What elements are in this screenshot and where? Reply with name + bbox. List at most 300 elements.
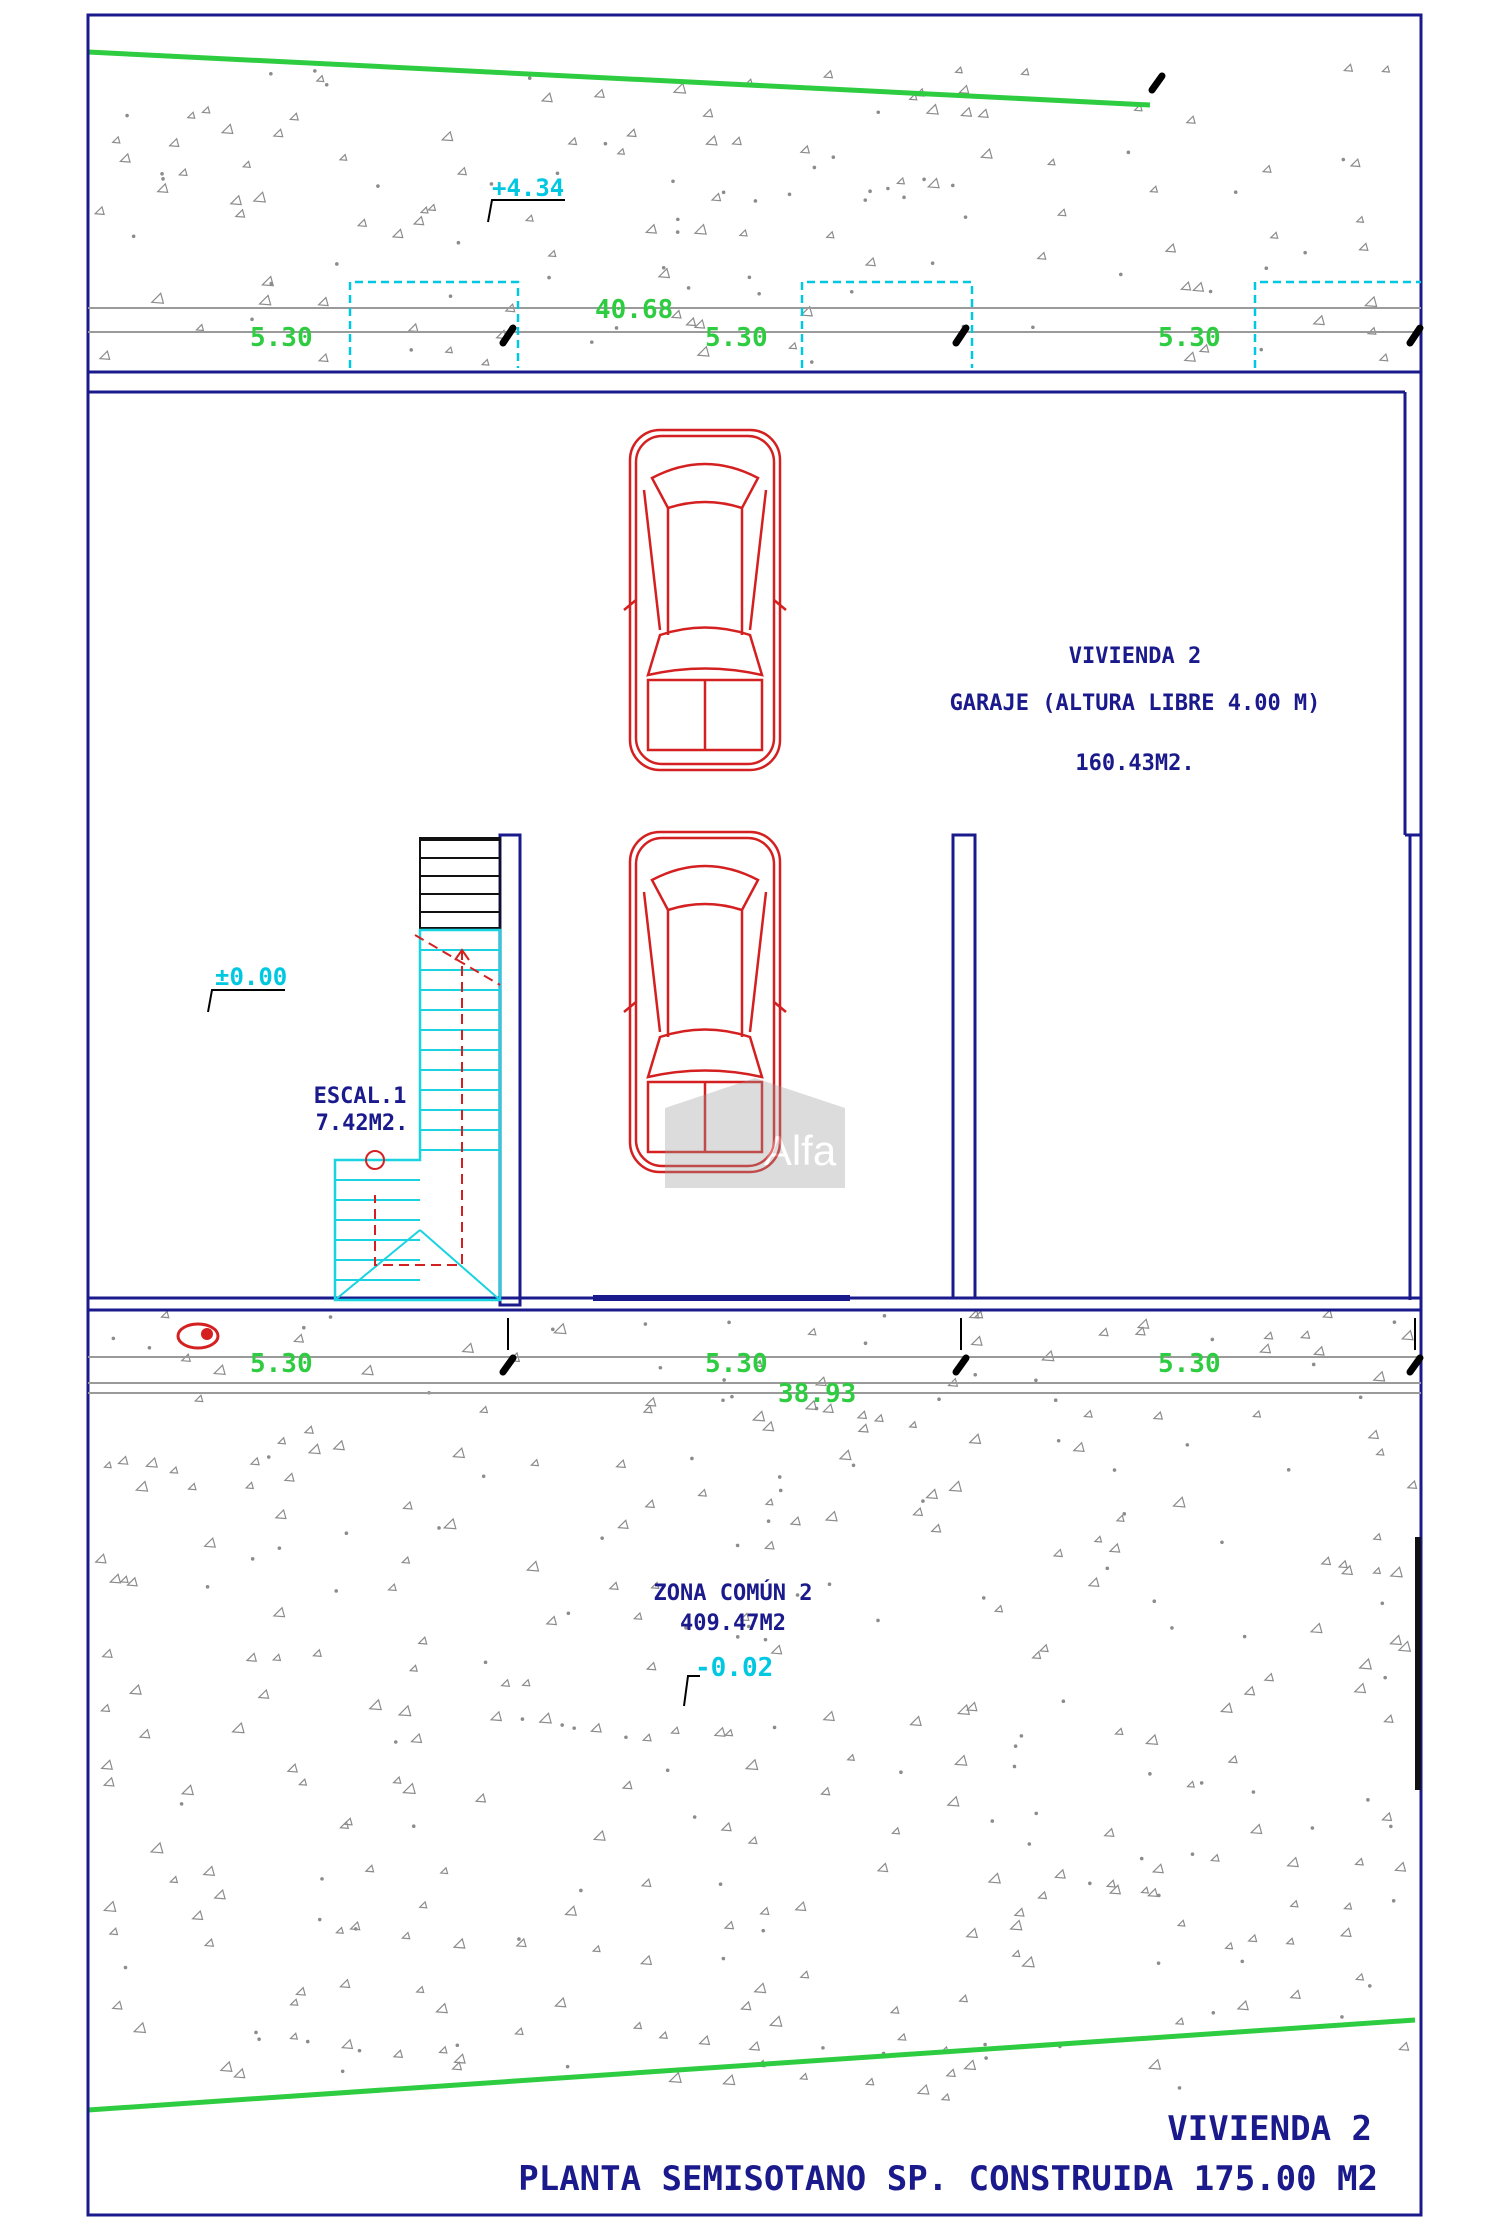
hatch-mark <box>1265 1332 1273 1339</box>
hatch-mark <box>750 2042 760 2050</box>
hatch-dot <box>902 195 906 199</box>
hatch-mark <box>204 1866 214 1875</box>
hatch-mark <box>236 210 245 217</box>
hatch-mark <box>1238 2001 1248 2010</box>
hatch-mark <box>247 1653 256 1661</box>
hatch-mark <box>305 1426 313 1433</box>
hatch-mark <box>480 1407 487 1413</box>
title-block-line-1: VIVIENDA 2 <box>1167 2109 1372 2149</box>
hatch-dot <box>644 1322 648 1326</box>
hatch-dot <box>329 1315 333 1319</box>
hatch-dot <box>306 2040 310 2044</box>
hatch-mark <box>417 1987 424 1993</box>
hatch-mark <box>1148 1889 1157 1897</box>
hatch-mark <box>549 251 556 257</box>
hatch-dot <box>394 1740 398 1744</box>
hatch-mark <box>646 1500 655 1507</box>
hatch-mark <box>989 1873 1000 1883</box>
hatch-mark <box>1251 1825 1262 1834</box>
hatch-mark <box>1360 1659 1372 1669</box>
hatch-mark <box>547 1617 556 1625</box>
hatch-dot <box>1148 1772 1152 1776</box>
hatch-dot <box>1264 266 1268 270</box>
hatch-dot <box>982 1596 986 1600</box>
hatch-mark <box>246 1482 253 1488</box>
hatch-dot <box>1106 1567 1110 1571</box>
hatch-dot <box>921 1499 925 1503</box>
hatch-mark <box>259 1690 269 1698</box>
hatch-mark <box>972 1337 982 1346</box>
hatch-dot <box>1200 1781 1204 1785</box>
hatch-mark <box>1154 1412 1162 1419</box>
hatch-mark <box>251 1458 259 1465</box>
hatch-mark <box>146 1458 157 1467</box>
garage-area-label: 160.43M2. <box>1075 751 1195 776</box>
hatch-dot <box>449 294 453 298</box>
hatch-mark <box>801 146 809 153</box>
hatch-mark <box>732 137 741 144</box>
common-zone-name: ZONA COMÚN 2 <box>653 1581 813 1606</box>
hatch-mark <box>441 1868 448 1874</box>
hatch-dot <box>1303 251 1307 255</box>
hatch-dot <box>1234 190 1238 194</box>
hatch-dot <box>813 166 817 170</box>
hatch-mark <box>104 1462 111 1468</box>
hatch-mark <box>715 1728 725 1736</box>
hatch-dot <box>690 1457 694 1461</box>
alfa-watermark-logo <box>665 1078 845 1188</box>
hatch-dot <box>528 76 532 80</box>
hatch-mark <box>193 1911 203 1919</box>
hatch-dot <box>788 193 792 197</box>
hatch-mark <box>120 154 130 162</box>
stair-upper-flight <box>420 838 500 928</box>
hatch-mark <box>1040 1645 1048 1652</box>
hatch-dot <box>868 189 872 193</box>
hatch-mark <box>1249 1935 1257 1942</box>
hatch-mark <box>341 1822 349 1829</box>
hatch-mark <box>1185 352 1195 361</box>
hatch-dot <box>1028 1842 1032 1846</box>
stair-drawing <box>335 838 500 1300</box>
hatch-mark <box>130 1685 141 1694</box>
hatch-mark <box>1344 64 1352 71</box>
hatch-mark <box>1033 1652 1041 1659</box>
hatch-mark <box>672 311 681 318</box>
hatch-mark <box>1110 1544 1120 1552</box>
hatch-dot <box>437 1526 441 1530</box>
hatch-mark <box>221 2062 232 2071</box>
hatch-dot <box>457 241 461 245</box>
hatch-mark <box>1314 316 1324 325</box>
hatch-mark <box>1048 159 1055 165</box>
hatch-mark <box>273 1654 280 1660</box>
common-zone-level-marker <box>684 1653 773 1706</box>
hatch-dot <box>730 1395 734 1399</box>
hatch-dot <box>1252 1790 1256 1794</box>
hatch-dot <box>567 1611 571 1615</box>
hatch-mark <box>618 149 625 155</box>
hatch-dot <box>1020 1734 1024 1738</box>
hatch-mark <box>763 1422 773 1431</box>
hatch-mark <box>542 93 552 102</box>
hatch-dot <box>773 1726 777 1730</box>
hatch-mark <box>644 1406 652 1413</box>
hatch-dot <box>1393 1320 1397 1324</box>
hatch-mark <box>981 149 992 158</box>
hatch-mark <box>243 161 250 167</box>
bottom-bay-width-2: 5.30 <box>705 1349 768 1379</box>
hatch-mark <box>527 1561 538 1571</box>
hatch-dot <box>1383 1676 1387 1680</box>
hatch-mark <box>1263 166 1271 173</box>
hatch-mark <box>410 1665 417 1671</box>
hatch-mark <box>113 137 120 143</box>
hatch-mark <box>1074 1443 1084 1452</box>
hatch-mark <box>911 1717 922 1726</box>
hatch-dot <box>1122 1512 1126 1516</box>
hatch-mark <box>179 169 187 176</box>
hatch-mark <box>1105 1829 1114 1837</box>
hatch-dot <box>590 340 594 344</box>
hatch-mark <box>670 2073 682 2083</box>
hatch-mark <box>1188 1781 1195 1787</box>
hatch-dot <box>572 1726 576 1730</box>
hatch-mark <box>827 232 834 238</box>
hatch-dot <box>1209 290 1213 294</box>
hatch-dot <box>560 1723 564 1727</box>
hatch-mark <box>1341 1928 1351 1936</box>
hatch-dot <box>1191 1852 1195 1856</box>
hatch-mark <box>476 1794 485 1802</box>
hatch-mark <box>866 2079 873 2085</box>
hatch-mark <box>189 1483 196 1489</box>
hatch-mark <box>699 1490 707 1496</box>
hatch-dot <box>1127 151 1131 155</box>
hatch-mark <box>1291 1990 1300 1998</box>
hatch-mark <box>313 1650 321 1656</box>
hatch-dot <box>1220 1540 1224 1544</box>
hatch-mark <box>848 1755 855 1761</box>
hatch-mark <box>796 1902 806 1910</box>
hatch-mark <box>809 1329 816 1335</box>
hatch-dot <box>320 1877 324 1881</box>
hatch-dot <box>721 1398 725 1402</box>
hatch-mark <box>1039 1892 1047 1899</box>
hatch-dot <box>810 360 814 364</box>
hatch-dot <box>964 215 968 219</box>
hatch-mark <box>1314 1347 1324 1355</box>
hatch-dot <box>876 1619 880 1623</box>
hatch-mark <box>1355 1684 1366 1693</box>
car-windshield <box>652 866 758 910</box>
hatch-mark <box>1380 354 1388 361</box>
hatch-mark <box>695 225 706 234</box>
hatch-dot <box>1186 1443 1190 1447</box>
hatch-mark <box>1117 1515 1124 1521</box>
hatch-mark <box>623 1781 632 1788</box>
hatch-mark <box>531 1460 538 1466</box>
hatch-mark <box>278 1438 285 1444</box>
hatch-mark <box>104 1778 114 1786</box>
hatch-mark <box>1287 1938 1294 1944</box>
hatch-mark <box>317 76 324 82</box>
hatch-dot <box>1119 273 1123 277</box>
hatch-dot <box>666 1768 670 1772</box>
hatch-mark <box>370 1700 381 1710</box>
hatch-dot <box>1140 1857 1144 1861</box>
hatch-dot <box>302 1326 306 1330</box>
hatch-mark <box>1142 1887 1149 1893</box>
hatch-mark <box>749 1837 757 1844</box>
hatch-mark <box>421 207 428 213</box>
hatch-dot <box>250 318 254 322</box>
hatch-dot <box>604 142 608 146</box>
hatch-mark <box>960 1995 968 2001</box>
hatch-mark <box>296 1988 305 1995</box>
hatch-mark <box>712 194 720 201</box>
hatch-mark <box>540 1713 551 1723</box>
hatch-dot <box>313 69 317 73</box>
hatch-mark <box>1288 1858 1299 1867</box>
terrain-hatch-top <box>95 64 1389 365</box>
hatch-mark <box>961 108 971 116</box>
floor-level-marker <box>208 963 287 1012</box>
hatch-dot <box>883 1314 887 1318</box>
hatch-mark <box>215 1890 225 1899</box>
hatch-mark <box>1058 209 1066 216</box>
hatch-dot <box>254 2031 258 2035</box>
hatch-dot <box>484 1661 488 1665</box>
hatch-mark <box>234 2069 244 2078</box>
hatch-dot <box>551 1328 555 1332</box>
hatch-mark <box>140 1730 150 1738</box>
hatch-mark <box>700 2036 710 2044</box>
hatch-mark <box>1149 2060 1160 2069</box>
hatch-mark <box>766 1499 773 1505</box>
hatch-mark <box>414 217 423 225</box>
hatch-dot <box>1062 1699 1066 1703</box>
hatch-mark <box>402 1932 409 1938</box>
hatch-mark <box>897 178 904 184</box>
hatch-mark <box>1395 1863 1405 1872</box>
hatch-mark <box>96 1554 106 1563</box>
hatch-mark <box>722 1823 731 1831</box>
hatch-mark <box>643 1734 651 1741</box>
hatch-mark <box>858 1411 866 1418</box>
hatch-mark <box>334 1441 345 1450</box>
hatch-mark <box>821 1788 829 1795</box>
hatch-mark <box>1054 1550 1062 1557</box>
garage-use-label: GARAJE (ALTURA LIBRE 4.00 M) <box>949 691 1321 716</box>
hatch-mark <box>274 129 283 136</box>
hatch-mark <box>285 1473 294 1481</box>
hatch-mark <box>1173 1497 1184 1507</box>
hatch-dot <box>358 2049 362 2053</box>
hatch-mark <box>411 1734 421 1742</box>
hatch-mark <box>765 1542 774 1549</box>
hatch-mark <box>554 1324 566 1334</box>
hatch-dot <box>1341 158 1345 162</box>
hatch-mark <box>195 1395 202 1401</box>
hatch-mark <box>1357 217 1364 223</box>
hatch-dot <box>1178 2086 1182 2090</box>
hatch-dot <box>779 1489 783 1493</box>
hatch-mark <box>202 107 209 113</box>
hatch-mark <box>182 1785 193 1794</box>
hatch-mark <box>344 1818 352 1825</box>
hatch-dot <box>761 1929 765 1933</box>
hatch-mark <box>446 347 453 353</box>
stair-break-line <box>415 935 500 985</box>
hatch-mark <box>725 1730 732 1736</box>
hatch-dot <box>161 177 165 181</box>
hatch-dot <box>345 1531 349 1535</box>
hatch-dot <box>1034 1379 1038 1383</box>
hatch-dot <box>864 1341 868 1345</box>
hatch-mark <box>1265 1674 1273 1681</box>
hatch-dot <box>1240 1960 1244 1964</box>
hatch-mark <box>214 1365 225 1374</box>
hatch-mark <box>1271 232 1278 238</box>
hatch-mark <box>627 129 636 136</box>
hatch-mark <box>878 1863 888 1871</box>
hatch-mark <box>970 1434 981 1443</box>
hatch-mark <box>151 1843 163 1853</box>
hatch-dot <box>341 2070 345 2074</box>
stair-area-label: 7.42M2. <box>315 1111 409 1136</box>
hatch-dot <box>1311 1826 1315 1830</box>
hatch-mark <box>366 1865 374 1871</box>
hatch-mark <box>687 318 696 325</box>
hatch-mark <box>617 1460 626 1467</box>
hatch-mark <box>1377 1449 1384 1455</box>
hatch-mark <box>1013 1951 1020 1957</box>
hatch-mark <box>205 1538 216 1547</box>
hatch-dot <box>124 1966 128 1970</box>
hatch-mark <box>594 1831 605 1840</box>
hatch-mark <box>103 1649 112 1657</box>
hatch-mark <box>761 1908 769 1915</box>
hatch-mark <box>824 1712 834 1721</box>
hatch-dot <box>1381 1601 1385 1605</box>
hatch-dot <box>828 1582 832 1586</box>
hatch-mark <box>1368 328 1376 335</box>
hatch-mark <box>555 1998 565 2007</box>
hatch-mark <box>910 1422 917 1428</box>
hatch-dot <box>937 1397 941 1401</box>
hatch-mark <box>695 320 705 328</box>
hatch-mark <box>1374 1372 1385 1381</box>
hatch-mark <box>1322 1557 1331 1564</box>
hatch-mark <box>1116 1728 1123 1734</box>
hatch-mark <box>1211 1855 1219 1861</box>
hatch-dot <box>412 1824 416 1828</box>
hatch-mark <box>453 1448 464 1457</box>
hatch-mark <box>932 1525 941 1532</box>
hatch-mark <box>1339 1561 1347 1568</box>
hatch-mark <box>101 1705 109 1712</box>
hatch-mark <box>706 136 717 145</box>
hatch-dot <box>757 292 761 296</box>
hatch-mark <box>128 1578 138 1586</box>
hatch-mark <box>927 1489 938 1498</box>
hatch-mark <box>928 179 939 188</box>
top-overall-dimension: 40.68 <box>595 295 674 325</box>
hatch-mark <box>358 219 366 226</box>
hatch-dot <box>334 1589 338 1593</box>
hatch-mark <box>453 2062 462 2069</box>
hatch-dot <box>1211 1338 1215 1342</box>
hatch-mark <box>1021 69 1028 75</box>
hatch-mark <box>965 2060 976 2069</box>
hatch-mark <box>1229 1756 1237 1763</box>
hatch-mark <box>222 124 233 133</box>
hatch-mark <box>646 225 656 233</box>
hatch-mark <box>1245 1687 1255 1695</box>
hatch-dot <box>1259 348 1263 352</box>
hatch-mark <box>121 1576 128 1582</box>
floor-level-label: ±0.00 <box>215 963 288 991</box>
hatch-mark <box>482 360 489 366</box>
hatch-mark <box>595 90 604 98</box>
hatch-mark <box>110 1574 120 1583</box>
car-rear-window <box>648 628 762 676</box>
hatch-mark <box>188 112 195 118</box>
hatch-mark <box>502 1680 510 1687</box>
hatch-mark <box>119 1456 128 1464</box>
hatch-dot <box>676 230 680 234</box>
hatch-mark <box>1351 159 1360 166</box>
car-mirrors <box>624 1002 786 1012</box>
hatch-mark <box>591 1724 601 1732</box>
hatch-dot <box>1340 2015 1344 2019</box>
hatch-mark <box>428 204 435 210</box>
hatch-dot <box>1113 1468 1117 1472</box>
hatch-mark <box>110 1928 118 1934</box>
hatch-mark <box>1055 1870 1065 1878</box>
hatch-dot <box>600 1536 604 1540</box>
watermark-text: Alfa <box>763 1127 837 1174</box>
hatch-mark <box>859 1424 868 1432</box>
hatch-dot <box>1157 1961 1161 1965</box>
hatch-mark <box>642 1879 651 1886</box>
hatch-dot <box>899 1770 903 1774</box>
hatch-dot <box>727 1321 731 1325</box>
hatch-mark <box>618 1520 628 1528</box>
hatch-mark <box>290 2033 297 2039</box>
hatch-mark <box>1402 1331 1413 1340</box>
hatch-dot <box>1312 1363 1316 1367</box>
hatch-dot <box>876 110 880 114</box>
hatch-mark <box>641 1956 651 1965</box>
hatch-mark <box>205 1939 213 1946</box>
hatch-mark <box>979 109 988 117</box>
hatch-mark <box>1166 244 1175 252</box>
hatch-mark <box>1176 2018 1183 2024</box>
hatch-mark <box>723 2075 734 2085</box>
hatch-mark <box>104 1902 115 1912</box>
top-bay-width-3: 5.30 <box>1158 323 1221 353</box>
hatch-mark <box>1187 116 1195 123</box>
hatch-mark <box>336 1928 343 1934</box>
hatch-mark <box>950 1481 962 1491</box>
hatch-mark <box>1260 1344 1270 1352</box>
hatch-mark <box>634 2023 641 2029</box>
hatch-mark <box>660 2032 667 2038</box>
car-top <box>624 430 786 770</box>
hatch-mark <box>170 139 179 147</box>
